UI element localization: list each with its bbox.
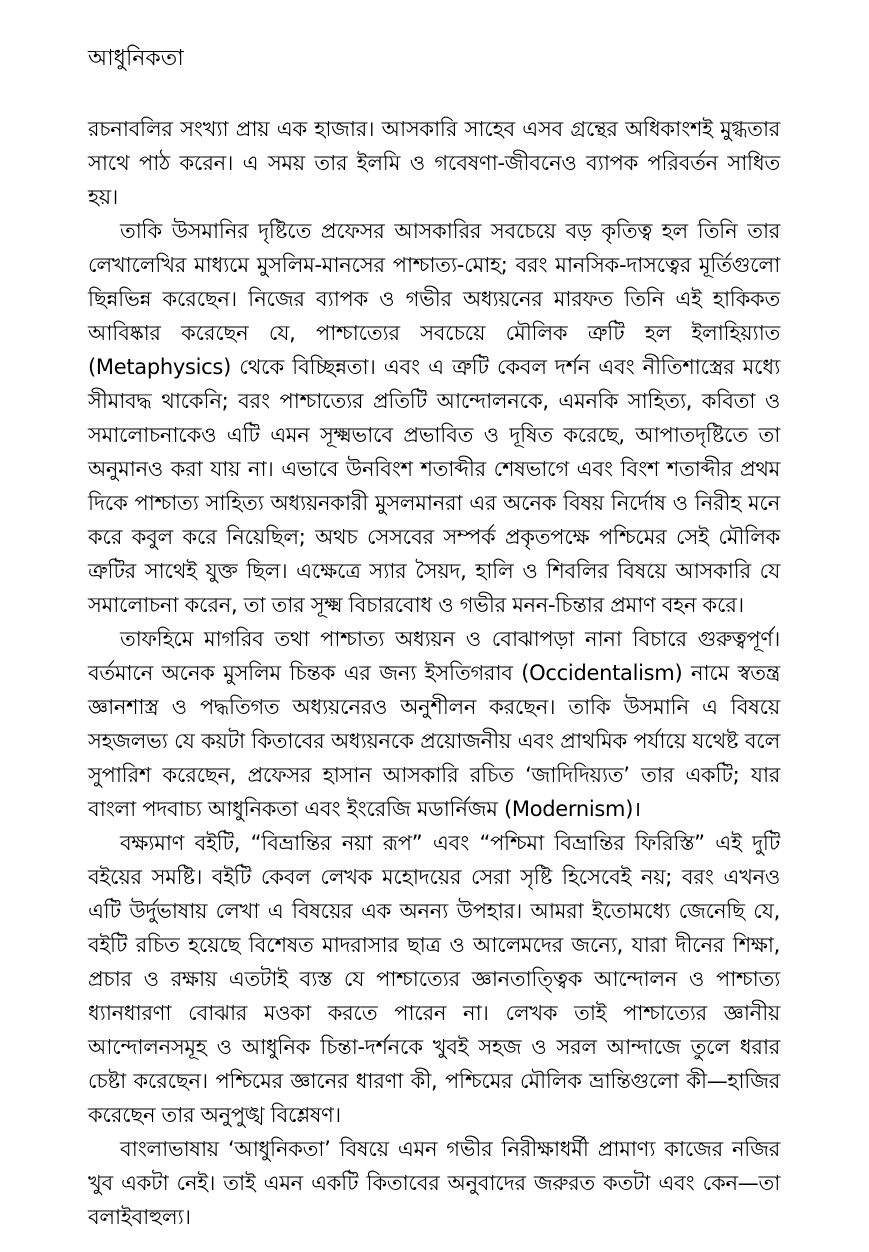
paragraph: বক্ষ্যমাণ বইটি, “বিভ্রান্তির নয়া রূপ” এবং “পশ্চিমা বিভ্রান্তির ফিরিস্তি” এই দুটি বইয়ের সমষ্টি। বইটি কেবল লেখক মহোদয়ের সেরা সৃষ্টি হিসেবেই নয়; বরং এখনও এটি উর্দুভাষায় লেখা এ বিষয়ের এক অনন্য উপহার। আমরা ইতোমধ্যে জেনেছি যে, বইটি রচিত হয়েছে বিশেষত মাদরাসার ছাত্র ও আলেমদের জন্যে, যারা দীনের শিক্ষা, প্রচার ও রক্ষায় এতটাই ব্যস্ত যে পাশ্চাত্যের জ্ঞানতাত্ত্বিক আন্দোলন ও পাশ্চাত্য ধ্যানধারণা বোঝার মওকা করতে পারেন না। লেখক তাই পাশ্চাত্যের জ্ঞানীয় আন্দোলনসমূহ ও আধুনিক চিন্তা-দর্শনকে খুবই সহজ ও সরল আন্দাজে তুলে ধরার চেষ্টা করেছেন। পশ্চিমের জ্ঞানের ধারণা কী, পশ্চিমের মৌলিক ভ্রান্তিগুলো কী—হাজির করেছেন তার অনুপুঙ্খ বিশ্লেষণ। xyxy=(88,831,780,1127)
paragraph: বাংলাভাষায় ‘আধুনিকতা’ বিষয়ে এমন গভীর নিরীক্ষাধর্মী প্রামাণ্য কাজের নজির খুব একটা নেই। তাই এমন একটি কিতাবের অনুবাদের জরুরত কতটা এবং কেন—তা বলাইবাহুল্য। xyxy=(88,1137,780,1229)
paragraph-continued: রচনাবলির সংখ্যা প্রায় এক হাজার। আসকারি সাহেব এসব গ্রন্থের অধিকাংশই মুগ্ধতার সাথে পাঠ করেন। এ সময় তার ইলমি ও গবেষণা-জীবনেও ব্যাপক পরিবর্তন সাধিত হয়। xyxy=(88,117,780,209)
paragraph: তাফহিমে মাগরিব তথা পাশ্চাত্য অধ্যয়ন ও বোঝাপড়া নানা বিচারে গুরুত্বপূর্ণ। বর্তমানে অনেক মুসলিম চিন্তক এর জন্য ইসতিগরাব (Occidentalism) নামে স্বতন্ত্র জ্ঞানশাস্ত্র ও পদ্ধতিগত অধ্যয়নেরও অনুশীলন করছেন। তাকি উসমানি এ বিষয়ে সহজলভ্য যে কয়টা কিতাবের অধ্যয়নকে প্রয়োজনীয় এবং প্রাথমিক পর্যায়ে যথেষ্ট বলে সুপারিশ করেছেন, প্রফেসর হাসান আসকারি রচিত ‘জাদিদিয়্যত’ তার একটি; যার বাংলা পদবাচ্য আধুনিকতা এবং ইংরেজি মডার্নিজম (Modernism)। xyxy=(88,627,780,821)
running-title: আধুনিকতা xyxy=(88,46,184,71)
page-body xyxy=(88,112,780,1234)
paragraph: তাকি উসমানির দৃষ্টিতে প্রফেসর আসকারির সবচেয়ে বড় কৃতিত্ব হল তিনি তার লেখালেখির মাধ্যমে মুসলিম-মানসের পাশ্চাত্য-মোহ; বরং মানসিক-দাসত্বের মূর্তিগুলো ছিন্নভিন্ন করেছেন। নিজের ব্যাপক ও গভীর অধ্যয়নের মারফত তিনি এই হাকিকত আবিষ্কার করেছেন যে, পাশ্চাত্যের সবচেয়ে মৌলিক ত্রুটি হল ইলাহিয়্যাত (Metaphysics) থেকে বিচ্ছিন্নতা। এবং এ ত্রুটি কেবল দর্শন এবং নীতিশাস্ত্রের মধ্যে সীমাবদ্ধ থাকেনি; বরং পাশ্চাত্যের প্রতিটি আন্দোলনকে, এমনকি সাহিত্য, কবিতা ও সমালোচনাকেও এটি এমন সূক্ষ্মভাবে প্রভাবিত ও দূষিত করেছে, আপাতদৃষ্টিতে তা অনুমানও করা যায় না। এভাবে উনবিংশ শতাব্দীর শেষভাগে এবং বিংশ শতাব্দীর প্রথম দিকে পাশ্চাত্য সাহিত্য অধ্যয়নকারী মুসলমানরা এর অনেক বিষয় নির্দোষ ও নিরীহ মনে করে কবুল করে নিয়েছিল; অথচ সেসবের সম্পর্ক প্রকৃতপক্ষে পশ্চিমের সেই মৌলিক ত্রুটির সাথেই যুক্ত ছিল। এক্ষেত্রে স্যার সৈয়দ, হালি ও শিবলির বিষয়ে আসকারি যে সমালোচনা করেন, তা তার সূক্ষ্ম বিচারবোধ ও গভীর মনন-চিন্তার প্রমাণ বহন করে। xyxy=(88,219,780,617)
